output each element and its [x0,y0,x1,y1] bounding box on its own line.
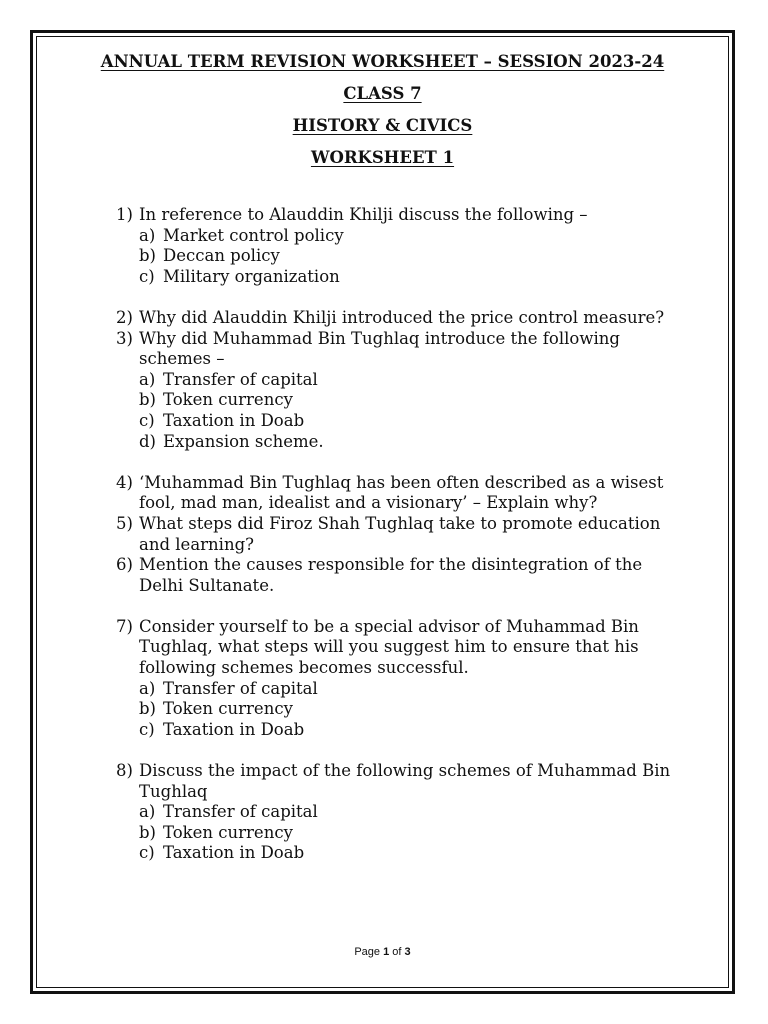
question-item [116,473,676,514]
sub-label: b) [139,390,156,410]
question-number: 4) [116,472,133,492]
sub-label: b) [139,246,156,266]
worksheet-title: ANNUAL TERM REVISION WORKSHEET – SESSION 2023-24 [100,52,665,71]
sub-question [116,843,676,864]
question-number: 6) [116,555,133,575]
sub-text: Military organization [163,266,340,286]
sub-question [116,370,676,391]
question-number: 1) [116,205,133,224]
sub-question [116,390,676,411]
sub-text: Token currency [163,390,293,410]
page-current: 1 [383,946,390,958]
sub-question [116,267,676,288]
sub-question [116,432,676,453]
question-text: What steps did Firoz Shah Tughlaq take to promote education and learning? [139,513,661,554]
sub-label: b) [139,699,156,719]
question-text: Mention the causes responsible for the disintegration of the Delhi Sultanate. [139,555,643,595]
question-text: Discuss the impact of the following schemes of Muhammad Bin Tughlaq [139,761,671,801]
sub-text: Transfer of capital [163,369,318,389]
page-total: 3 [404,946,411,958]
sub-label: c) [139,719,155,739]
of-word: of [392,946,402,958]
sub-label: a) [139,225,156,245]
question-number: 2) [116,307,133,327]
sub-text: Taxation in Doab [163,410,305,430]
question-list [116,205,676,864]
sub-question [116,246,676,267]
sub-question [116,226,676,247]
sub-text: Token currency [163,699,293,719]
question-number: 7) [116,616,133,636]
worksheet-number: WORKSHEET 1 [310,148,455,167]
question-text: Why did Alauddin Khilji introduced the price control measure? [139,307,665,327]
sub-question [116,411,676,432]
sub-text: Token currency [163,822,293,842]
sub-text: Taxation in Doab [163,719,305,739]
sub-question [116,823,676,844]
sub-label: c) [139,410,155,430]
question-text: In reference to Alauddin Khilji discuss the following – [139,205,588,224]
sub-label: a) [139,678,156,698]
page-word: Page [354,946,381,958]
sub-label: c) [139,266,155,286]
spacer [116,452,676,473]
subject-heading: HISTORY & CIVICS [292,116,473,135]
question-number: 3) [116,328,133,348]
spacer [116,287,676,308]
question-item [116,308,676,329]
sub-question [116,699,676,720]
question-text: ‘Muhammad Bin Tughlaq has been often described as a wisest fool, mad man, idealist and a visionary’ – Explain why? [139,472,664,513]
question-item [116,617,676,679]
sub-label: c) [139,843,155,863]
class-heading: CLASS 7 [343,84,422,103]
sub-question [116,720,676,741]
sub-label: b) [139,822,156,842]
question-item [116,514,676,555]
page-footer [36,946,729,958]
sub-label: a) [139,802,156,822]
spacer [116,596,676,617]
question-text: Why did Muhammad Bin Tughlaq introduce the following schemes – [139,328,620,369]
worksheet-header [36,50,729,178]
question-number: 5) [116,513,133,533]
question-item [116,205,676,226]
question-text: Consider yourself to be a special advisor of Muhammad Bin Tughlaq, what steps will you suggest him to ensure that his following schemes becomes successful. [139,616,639,678]
sub-label: a) [139,369,156,389]
spacer [116,740,676,761]
question-number: 8) [116,761,133,781]
sub-text: Deccan policy [163,246,280,266]
question-item [116,761,676,802]
sub-text: Transfer of capital [163,802,318,822]
sub-question [116,679,676,700]
sub-label: d) [139,431,156,451]
sub-text: Expansion scheme. [163,431,324,451]
sub-text: Market control policy [163,225,344,245]
sub-text: Transfer of capital [163,678,318,698]
question-item [116,555,676,596]
sub-text: Taxation in Doab [163,843,305,863]
question-item [116,329,676,370]
sub-question [116,802,676,823]
